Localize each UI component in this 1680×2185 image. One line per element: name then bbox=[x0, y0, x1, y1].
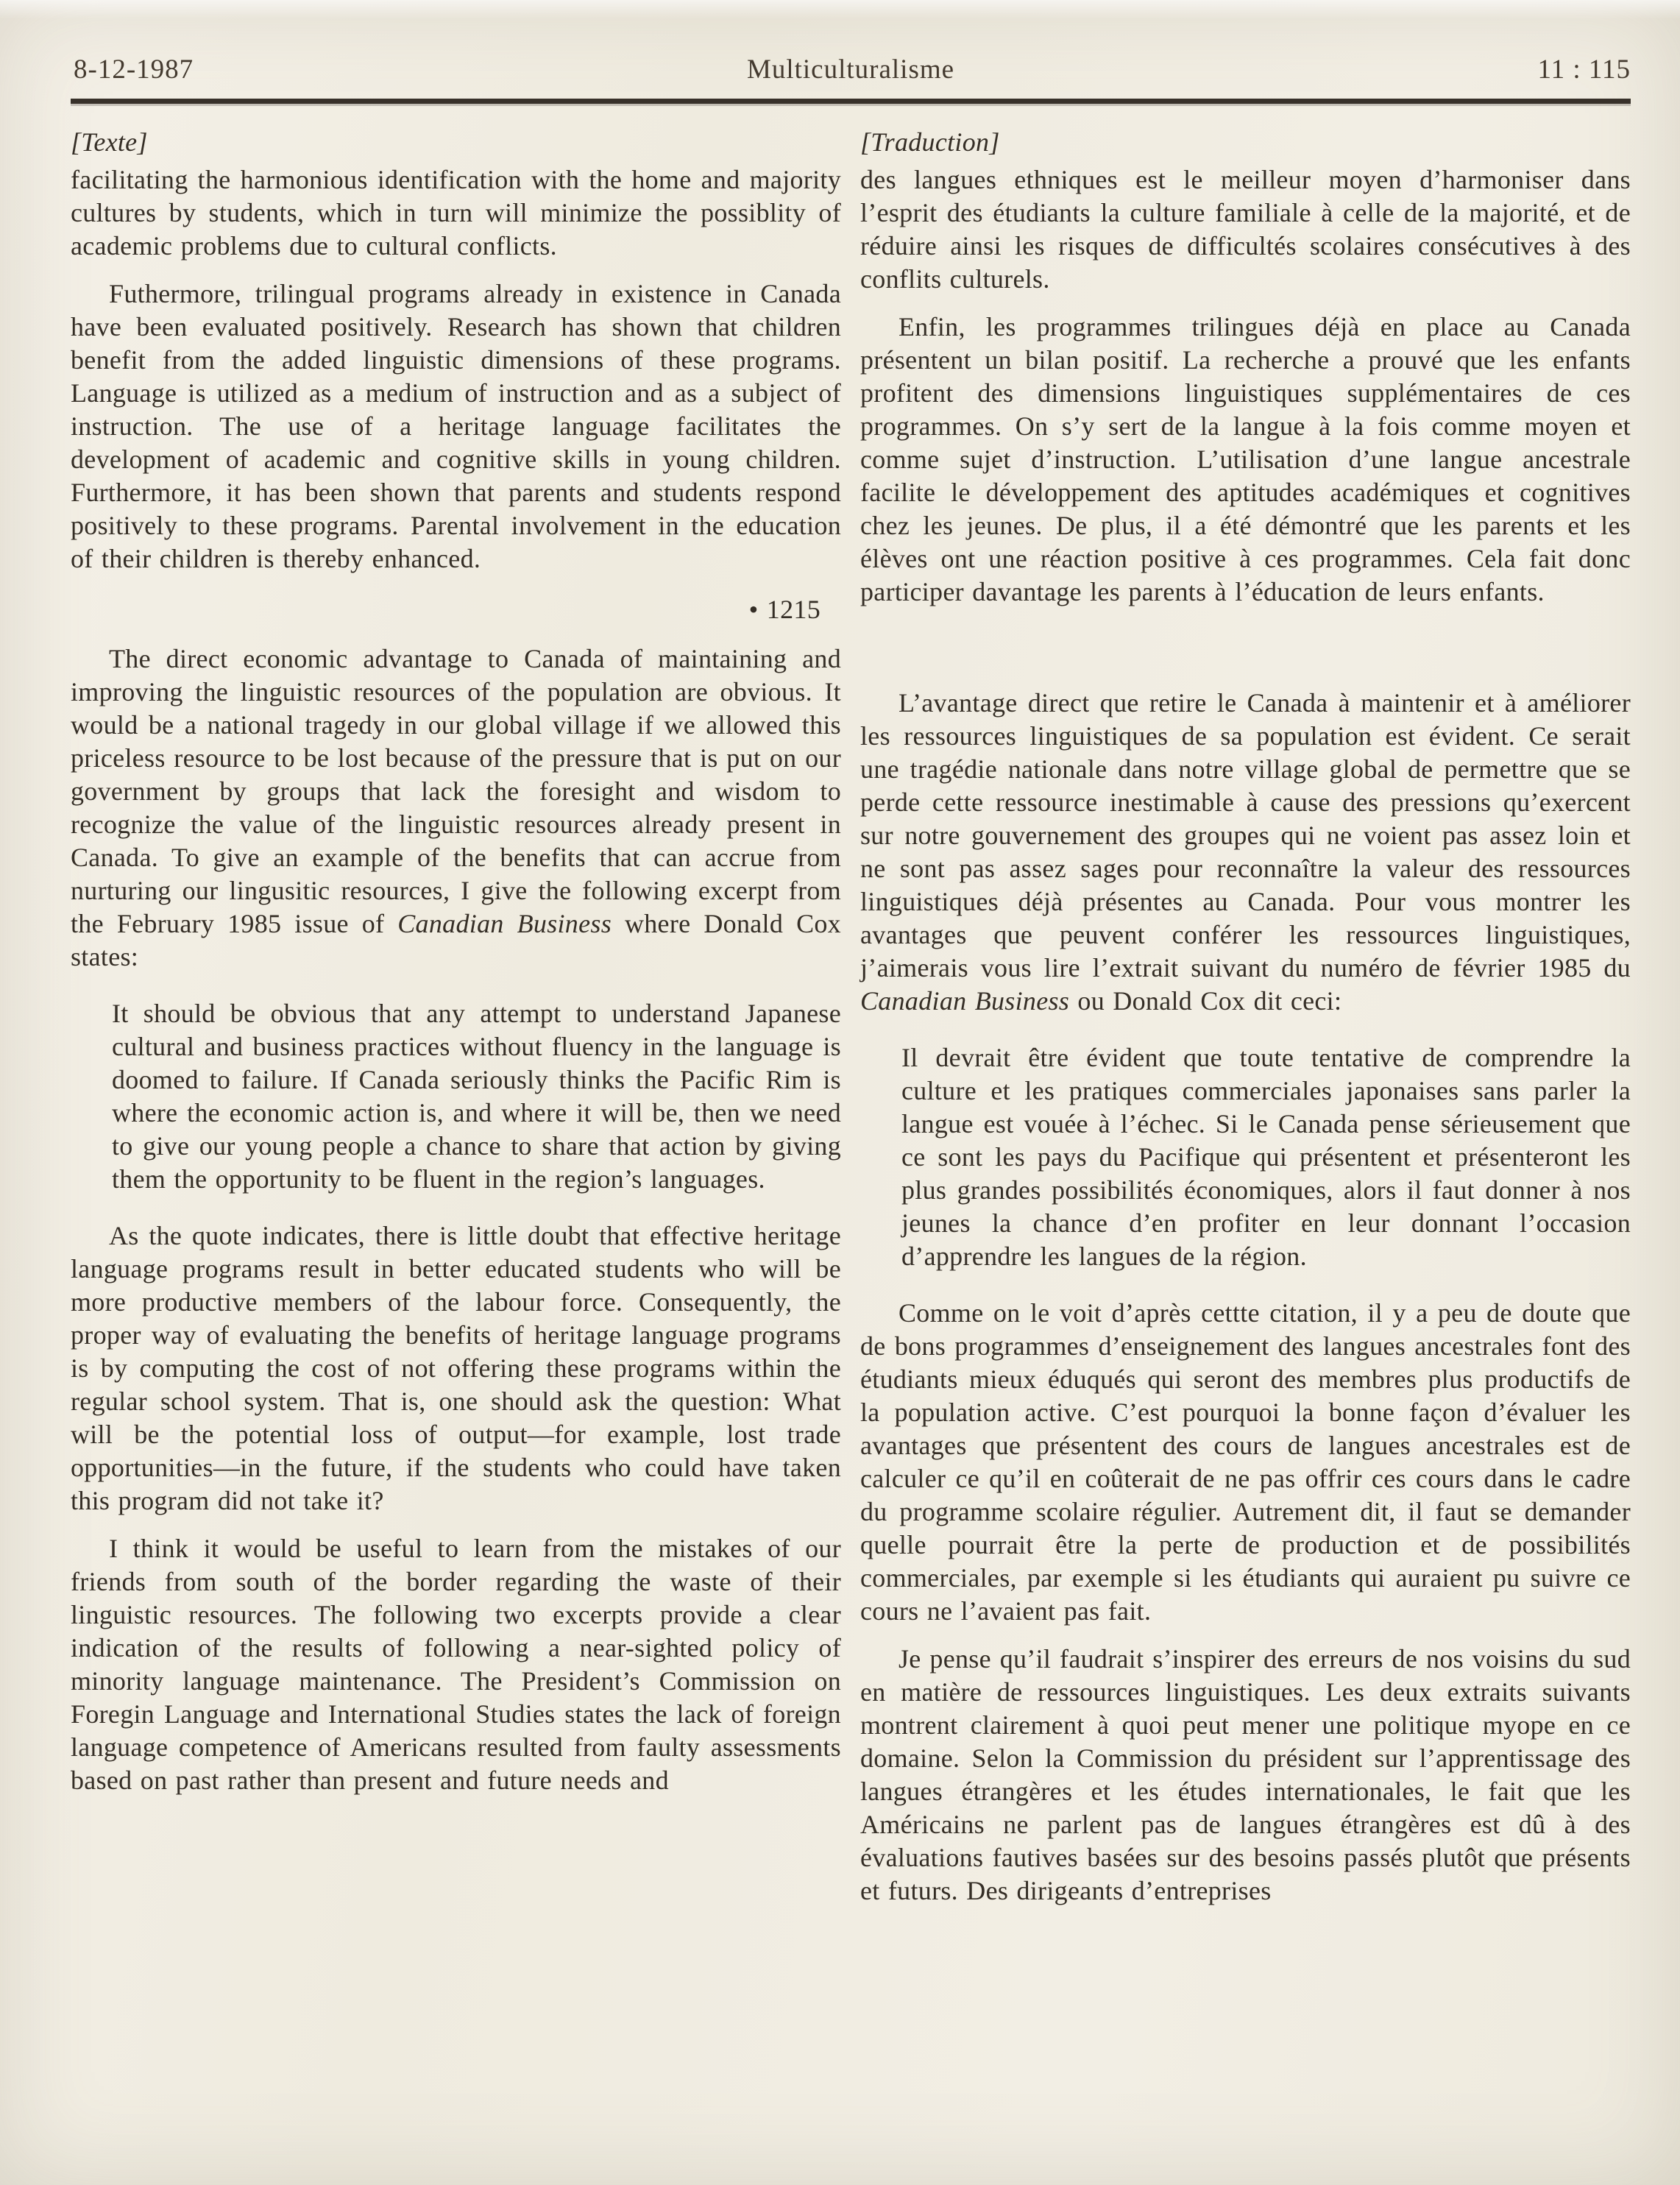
paragraph-text: where Donald Cox states: bbox=[71, 909, 841, 971]
header-title: Multiculturalisme bbox=[746, 54, 955, 85]
block-quote-english: It should be obvious that any attempt to understand Japanese cultural and business practices without fluency in the language is doomed to failure. If Canada seriously thinks the Pacific Rim is where the economic action is, and where it will be, then we need to give our young people a chance to share that action by giving them the opportunity to be fluent in the region’s languages. bbox=[112, 999, 841, 1194]
paragraph-french-4: Comme on le voit d’après cettte citation, il y a peu de doute que de bons programmes d’enseignement des langues ancestrales font des étudiants mieux éduqués qui seront des membres plus productifs de la population active. C’est pourquoi la bonne façon d’évaluer les avantages que présentent des cours de langues ancestrales est de calculer ce qu’il en coûterait de ne pas offrir ces cours dans le cadre du programme scolaire régulier. Autrement dit, il faut se demander quelle pourrait être la perte de production et de possibilités commerciales, par exemple si les étudiants qui auraient pu suivre ce cours ne l’avaient pas fait. bbox=[860, 1298, 1631, 1626]
header-page-number: 11 : 115 bbox=[1537, 54, 1631, 85]
scan-edge bbox=[0, 0, 1680, 19]
paragraph-text: L’avantage direct que retire le Canada à maintenir et à améliorer les ressources linguistiques de sa population est évident. Ce serait une tragédie nationale dans notre village global de permettre que se perde cette ressource inestimable à cause des pressions qu’exercent sur notre gouvernement des groupes qui ne voient pas assez loin et ne sont pas assez sages pour reconnaître la valeur des ressources linguistiques déjà présentes au Canada. Pour vous montrer les avantages que peuvent conférer les ressources linguistiques, j’aimerais vous lire l’extrait suivant du numéro de février 1985 du bbox=[860, 688, 1631, 982]
publication-name-french: Canadian Business bbox=[860, 986, 1070, 1016]
paragraph-french-5: Je pense qu’il faudrait s’inspirer des erreurs de nos voisins du sud en matière de ressources linguistiques. Les deux extraits suivants montrent clairement à quoi peut mener une politique myope en ce domaine. Selon la Commission du président sur l’apprentissage des langues étrangères et les études internationales, le fait que les Américains ne parlent pas de langues étrangères est dû à des évaluations fautives basées sur des besoins passés plutôt que présents et futurs. Des dirigeants d’entreprises bbox=[860, 1644, 1631, 1905]
column-french bbox=[860, 126, 1631, 1922]
traduction-label: [Traduction] bbox=[860, 127, 1000, 157]
paragraph-english-1: facilitating the harmonious identification with the home and majority cultures by students, which in turn will minimize the possiblity of academic problems due to cultural conflicts. bbox=[71, 165, 841, 261]
paragraph-english-5: I think it would be useful to learn from the mistakes of our friends from south of the border regarding the waste of their linguistic resources. The following two excerpts provide a clear indication of the results of following a near-sighted policy of minority language maintenance. The President’s Commission on Foregin Language and International Studies states the lack of foreign language competence of Americans resulted from faulty assessments based on past rather than present and future needs and bbox=[71, 1534, 841, 1795]
page-header bbox=[71, 54, 1631, 85]
paragraph-english-3 bbox=[71, 642, 841, 974]
paragraph-french-2: Enfin, les programmes trilingues déjà en place au Canada présentent un bilan positif. La recherche a prouvé que les enfants profitent des dimensions linguistiques supplémentaires de ces programmes. On s’y sert de la langue à la fois comme moyen et comme sujet d’instruction. L’utilisation d’une langue ancestrale facilite le développement des aptitudes académiques et cognitives chez les jeunes. De plus, il a été démontré que les parents et les élèves ont une réaction positive à ces programmes. Cela fait donc participer davantage les parents à l’éducation de leurs enfants. bbox=[860, 312, 1631, 606]
paragraph-text: ou Donald Cox dit ceci: bbox=[1069, 986, 1342, 1016]
column-english bbox=[71, 126, 841, 1922]
block-quote-french: Il devrait être évident que toute tentative de comprendre la culture et les pratiques commerciales japonaises sans parler la langue est vouée à l’échec. Si le Canada pense sérieusement que ce sont les pays du Pacifique qui présentent et présenteront les plus grandes possibilités économiques, alors il faut donner à nos jeunes la chance d’en profiter en leur donnant l’occasion d’apprendre les langues de la région. bbox=[901, 1043, 1631, 1271]
paragraph-text: The direct economic advantage to Canada of maintaining and improving the linguistic resources of the population are obvious. It would be a national tragedy in our global village if we allowed this priceless resource to be lost because of the pressure that is put on our government by groups that lack the foresight and wisdom to recognize the value of the linguistic resources already present in Canada. To give an example of the benefits that can accrue from nurturing our lingusitic resources, I give the following excerpt from the February 1985 issue of bbox=[71, 644, 841, 938]
publication-name-english: Canadian Business bbox=[397, 909, 612, 938]
page-content bbox=[71, 54, 1631, 1922]
paragraph-english-2: Futhermore, trilingual programs already in existence in Canada have been evaluated positively. Research has shown that children benefit from the added linguistic dimensions of these programs. Language is utilized as a medium of instruction and as a subject of instruction. The use of a heritage language facilitates the development of academic and cognitive skills in young children. Furthermore, it has been shown that parents and students respond positively to these programs. Parental involvement in the education of their children is thereby enhanced. bbox=[71, 279, 841, 573]
header-date: 8-12-1987 bbox=[74, 54, 194, 85]
header-rule bbox=[71, 99, 1631, 104]
paragraph-english-4: As the quote indicates, there is little doubt that effective heritage language programs result in better educated students who will be more productive members of the labour force. Consequently, the proper way of evaluating the benefits of heritage language programs is by computing the cost of not offering these programs within the regular school system. That is, one should ask the question: What will be the potential loss of output—for example, lost trade opportunities—in the future, if the students who could have taken this program did not take it? bbox=[71, 1221, 841, 1515]
timestamp-marker: • 1215 bbox=[748, 595, 820, 624]
paragraph-french-1: des langues ethniques est le meilleur moyen d’harmoniser dans l’esprit des étudiants la culture familiale à celle de la majorité, et de réduire ainsi les risques de difficultés scolaires consécutives à des conflits culturels. bbox=[860, 165, 1631, 294]
texte-label: [Texte] bbox=[71, 127, 148, 157]
two-column-layout bbox=[71, 126, 1631, 1922]
paragraph-french-3 bbox=[860, 687, 1631, 1018]
